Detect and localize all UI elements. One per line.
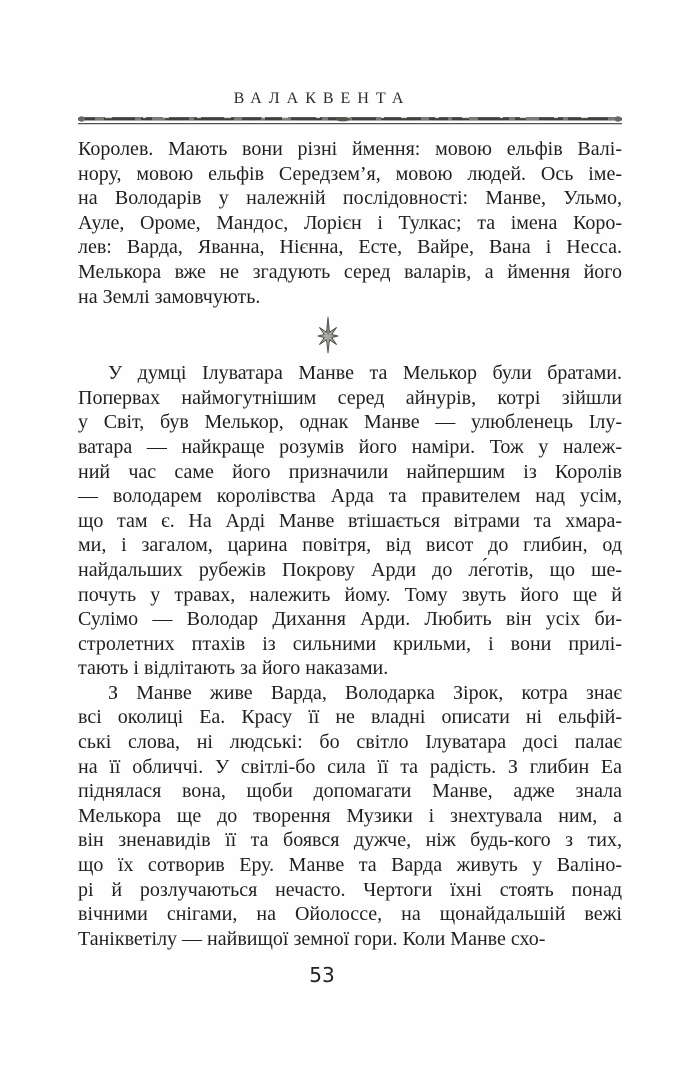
text-line: Королев. Мають вони різні ймення: мовою ельфів Валі- [78, 138, 622, 160]
text-line: що їх сотворив Еру. Манве та Варда живуть у Валіно- [78, 854, 622, 877]
text-line: У думці Ілуватара Манве та Мелькор були братами. [108, 362, 622, 385]
text-line: у Світ, був Мелькор, однак Манве — улюбленець Ілу- [78, 411, 622, 434]
paragraph [78, 361, 622, 681]
text-line: Попервах наймогутнішим серед айнурів, котрі зійшли [78, 386, 622, 409]
paragraph [78, 681, 622, 952]
text-line: найдальших рубежів Покрову Арди до ле́готів, що ше- [78, 558, 622, 581]
text-line: нору, мовою ельфів Середзем’я, мовою людей. Ось іме- [78, 162, 622, 185]
star-ornament [0, 309, 656, 361]
chapter-title: ВАЛАКВЕНТА [233, 90, 411, 107]
text-line: — володарем королівства Арда та правителем над усім, [78, 485, 622, 508]
text-line: ний час саме його призначили найпершим із Королів [78, 460, 622, 483]
text-line: ські слова, ні людські: бо світло Ілуватара досі палає [78, 731, 622, 754]
text-line: З Манве живе Варда, Володарка Зірок, котра знає [108, 681, 622, 704]
text-line: він зненавидів її та боявся дужче, ніж будь-кого з тих, [78, 829, 622, 852]
decorative-rule [78, 113, 622, 124]
text-line: лев: Варда, Яванна, Нієнна, Есте, Вайре, Вана і Несса. [78, 236, 622, 259]
text-line: рі й розлучаються нечасто. Чертоги їхні стоять понад [78, 878, 622, 901]
text-line: ми, і загалом, царина повітря, від висот до глибин, од [78, 534, 622, 557]
text-line: Ауле, Ороме, Мандос, Лорієн і Тулкас; та імена Коро- [78, 211, 622, 234]
text-line: вічними снігами, на Ойолоссе, на щонайдальшій вежі [78, 903, 622, 926]
text-line: на її обличчі. У світлі-бо сила її та радість. З глибин Еа [78, 755, 622, 778]
ornamental-rule-icon [78, 115, 622, 126]
text-line: Сулімо — Володар Дихання Арди. Любить він усіх би- [78, 608, 622, 631]
text-line: Мелькора вже не згадують серед валарів, а ймення його [78, 260, 622, 283]
text-line: Танікветілу — найвищої земної гори. Коли Манве схо- [78, 927, 546, 950]
text-line: що там є. На Арді Манве втішається вітрами та хмара- [78, 509, 622, 532]
text-line: Мелькора ще до творення Музики і знехтувала ним, а [78, 804, 622, 827]
text-line: піднялася вона, щоби допомагати Манве, адже знала [78, 780, 622, 803]
page-number: 53 [309, 963, 335, 987]
text-line: на Володарів у належній послідовності: Манве, Ульмо, [78, 187, 622, 210]
text-line: почуть у травах, належить йому. Тому звуть його ще й [78, 583, 622, 606]
text-line: на Землі замовчують. [78, 285, 261, 308]
text-line: тають і відлітають за його наказами. [78, 657, 389, 680]
text-block [78, 137, 622, 951]
text-line: всі околиці Еа. Красу її не владні описати ні ельфій- [78, 706, 622, 729]
paragraph [78, 137, 622, 309]
text-line: стролетних птахів із сильними крильми, і вони прилі- [78, 632, 622, 655]
eight-point-star-icon [309, 316, 347, 356]
text-line: ватара — найкраще розумів його наміри. Тож у належ- [78, 435, 622, 458]
